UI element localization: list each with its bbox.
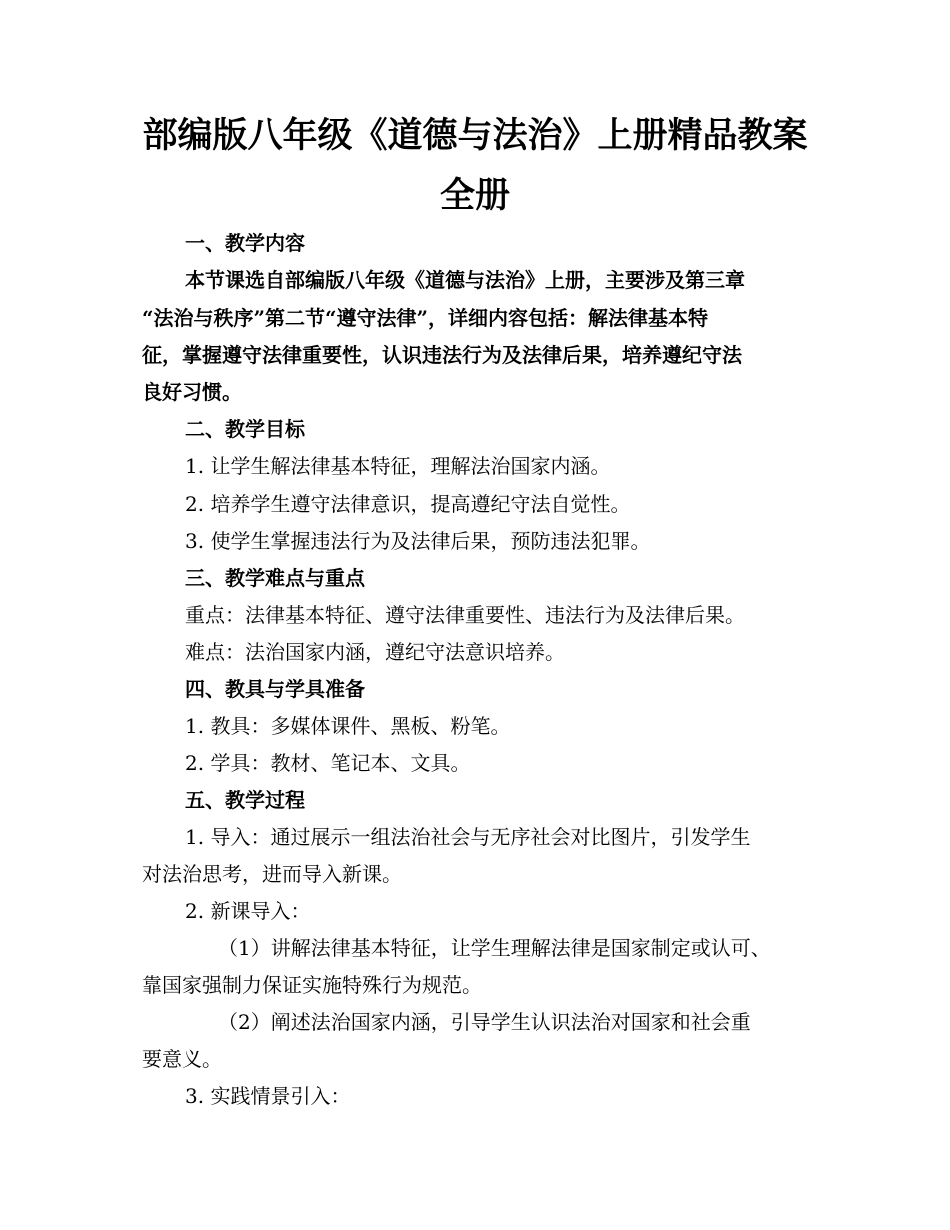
section-content-paragraph-line: 征，掌握遵守法律重要性，认识违法行为及法律后果，培养遵纪守法 [142, 343, 742, 367]
process-item-line: 3. 实践情景引入： [185, 1084, 351, 1108]
section-heading-objectives: 二、教学目标 [185, 417, 305, 441]
process-subitem-line: 要意义。 [142, 1047, 222, 1071]
section-content-paragraph-line: 本节课选自部编版八年级《道德与法治》上册，主要涉及第三章 [185, 268, 745, 292]
section-heading-key-points: 三、教学难点与重点 [185, 566, 365, 590]
process-subitem-line: （1）讲解法律基本特征，让学生理解法律是国家制定或认可、 [218, 936, 771, 960]
key-point-text: 重点：法律基本特征、遵守法律重要性、违法行为及法律后果。 [185, 603, 745, 627]
materials-item: 1. 教具：多媒体课件、黑板、粉笔。 [185, 714, 511, 738]
objective-item: 1. 让学生解法律基本特征，理解法治国家内涵。 [185, 454, 611, 478]
section-heading-content: 一、教学内容 [185, 231, 305, 255]
process-item-line: 2. 新课导入： [185, 899, 311, 923]
objective-item: 2. 培养学生遵守法律意识，提高遵纪守法自觉性。 [185, 492, 631, 516]
section-content-paragraph-line: 良好习惯。 [142, 380, 242, 404]
document-title-line1: 部编版八年级《道德与法治》上册精品教案 [142, 115, 808, 156]
materials-item: 2. 学具：教材、笔记本、文具。 [185, 751, 471, 775]
section-heading-materials: 四、教具与学具准备 [185, 677, 365, 701]
document-title-line2: 全册 [439, 175, 510, 216]
process-subitem-line: （2）阐述法治国家内涵，引导学生认识法治对国家和社会重 [218, 1010, 751, 1034]
difficult-point-text: 难点：法治国家内涵，遵纪守法意识培养。 [185, 640, 565, 664]
section-content-paragraph-line: “法治与秩序”第二节“遵守法律”，详细内容包括：解法律基本特 [142, 306, 709, 330]
section-heading-process: 五、教学过程 [185, 788, 305, 812]
process-subitem-line: 靠国家强制力保证实施特殊行为规范。 [142, 973, 482, 997]
objective-item: 3. 使学生掌握违法行为及法律后果，预防违法犯罪。 [185, 529, 651, 553]
process-item-line: 1. 导入：通过展示一组法治社会与无序社会对比图片，引发学生 [185, 825, 751, 849]
process-item-line: 对法治思考，进而导入新课。 [142, 862, 402, 886]
